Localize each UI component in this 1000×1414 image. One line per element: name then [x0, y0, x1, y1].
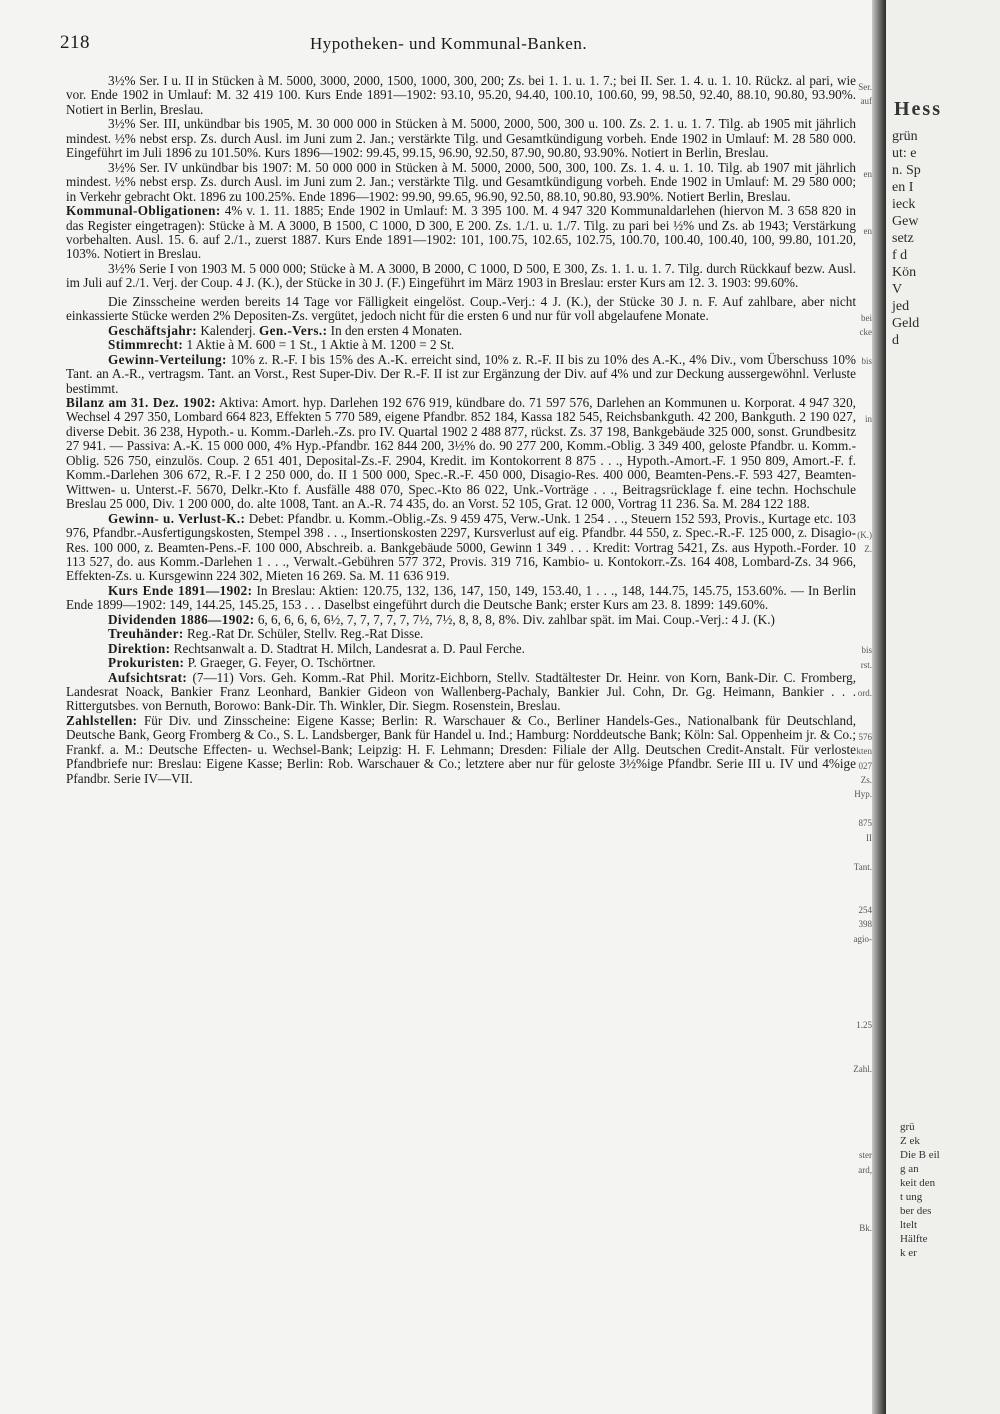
adjacent-page-line [892, 434, 1000, 451]
adjacent-page-lower-lines [900, 1120, 1000, 1260]
margin-fragment [836, 1177, 872, 1191]
margin-fragment: 027 [858, 760, 872, 771]
margin-fragment: Zs. [860, 775, 872, 785]
paragraph-text: 3½% Ser. I u. II in Stücken à M. 5000, 3000, 2000, 1500, 1000, 300, 200; Zs. bei 1. 1. u. 1. 7.; bei II. Ser. 1. 4. u. 1. 10. Rückz. al pari, wie vor. Ende 1902 in Umlauf: M. 32 419 100. Kurs Ende 1891—1902: 93.10, 95.20, 94.40, 100.10, 100.60, 99, 98.50, 92.40, 88.10, 90.80, 93.90%. Notiert in Berlin, Breslau. [66, 73, 856, 117]
paragraph-text: P. Graeger, G. Feyer, O. Tschörtner. [184, 655, 376, 671]
paragraph [66, 671, 856, 714]
paragraph [66, 262, 856, 291]
margin-fragment: Z. [864, 544, 872, 554]
margin-fragment [836, 470, 872, 484]
margin-fragment [836, 441, 872, 455]
margin-fragment [836, 369, 872, 383]
paragraph-text: Debet: Pfandbr. u. Komm.-Oblig.-Zs. 9 459 475, Verw.-Unk. 1 254 . . ., Steuern 152 593, Provis., Kurtage etc. 103 976, Pfandbr.-Ausfertigungskosten, Stempel 398 . . ., Insertionskosten 2297, Kursverlust auf eig. Pfandbr. 44 550, z. Spec.-R.-F. 125 000, z. Disagio-Res. 100 000, z. Beamten-Pens.-F. 100 000, Abschreib. a. Bankgebäude 5000, Gewinn 1 349 . . . Kredit: Vortrag 5421, Zs. aus Hypoth.-Forder. 10 113 527, do. aus Komm.-Darlehen 1 . . ., Verwalt.-Gebühren 577 372, Provis. 319 716, Kambio- u. Kontokorr.-Zs. 164 408, Lombard-Zs. 34 966, Effekten-Zs. u. Kursgewinn 224 302, Mieten 16 269. Sa. M. 11 636 919. [66, 510, 856, 584]
document-body [66, 74, 856, 786]
adjacent-page-line: ut: e [892, 146, 917, 161]
margin-fragment [836, 455, 872, 469]
margin-fragment [836, 398, 872, 412]
margin-fragment [836, 138, 872, 152]
paragraph [66, 613, 856, 627]
margin-fragment [836, 340, 872, 354]
section-keyword: Gewinn-Verteilung: [108, 351, 227, 367]
margin-fragment [836, 109, 872, 123]
paragraph [66, 512, 856, 584]
adjacent-page-line: t ung [900, 1191, 923, 1203]
margin-fragment: ord. [857, 688, 872, 699]
adjacent-page-line: V [892, 282, 903, 297]
adjacent-page-line: keit den [900, 1177, 936, 1189]
margin-fragment: cke [859, 327, 872, 338]
margin-fragment [836, 614, 872, 628]
paragraph [66, 117, 856, 160]
margin-fragment: Ser. [858, 82, 872, 92]
margin-fragment [836, 1120, 872, 1134]
paragraph-text: In den ersten 4 Monaten. [327, 322, 463, 338]
margin-fragment: 254 [858, 904, 872, 915]
paragraph-text: In Breslau: Aktien: 120.75, 132, 136, 147, 150, 149, 153.40, 1 . . ., 148, 144.75, 145.75, 153.60%. — In Berlin Ende 1899—1902: 149, 144.25, 145.25, 153 . . . Daselbst eingeführt durch die Deutsche Bank; erster Kurs am 23. 8. 1899: 149.60%. [66, 582, 856, 613]
margin-fragment: Bk. [859, 1222, 872, 1233]
paragraph [66, 324, 856, 338]
adjacent-page-line: en I [892, 180, 914, 195]
adjacent-page-heading: Hess [894, 98, 942, 120]
adjacent-page-line: grün [892, 129, 918, 144]
section-keyword: Direktion: [108, 640, 171, 656]
paragraph-text: Für Div. und Zinsscheine: Eigene Kasse; Berlin: R. Warschauer & Co., Berliner Handels-Ges., Nationalbank für Deutschland, Deutsche Bank, Georg Fromberg & Co., S. L. Landsberger, Bank für Handel u. Ind.; Hamburg: Norddeutsche Bank; Köln: Sal. Oppenheim jr. & Co.; Frankf. a. M.: Deutsche Effecten- u. Wechsel-Bank; Leipzig: H. F. Lehmann; Dresden: Filiale der Allg. Deutschen Credit-Anstalt. Für verloste Pfandbriefe nur: Breslau: Eigene Kasse; Berlin: Rob. Warschauer & Co.; letztere aber nur für geloste 3½%ige Pfandbr. Serie III u. IV und 4%ige Pfandbr. Serie IV—VII. [66, 712, 856, 786]
adjacent-page-line: Geld [892, 316, 920, 331]
margin-fragment [836, 600, 872, 614]
paragraph-text: Die Zinsscheine werden bereits 14 Tage vor Fälligkeit eingelöst. Coup.-Verj.: 4 J. (K.), der Stücke 30 J. n. F. Auf zahlbare, aber nicht einkassierte Stücke werden 2% Depositen-Zs. vergütet, jedoch nicht für die ersten 6 und nur für voll abgelaufene Monate. [66, 293, 856, 324]
section-keyword: Geschäftsjahr: [108, 322, 198, 338]
paragraph [66, 714, 856, 786]
margin-fragment: 398 [858, 919, 872, 930]
margin-fragment [836, 1134, 872, 1148]
paragraph-text: (7—11) Vors. Geh. Komm.-Rat Phil. Moritz-Eichborn, Stellv. Stadtältester Dr. Heinr. von Korn, Bank-Dir. C. Fromberg, Landesrat Noack, Bankier Franz Leonhard, Bankier Gideon von Wallenberg-Pachaly, Bankier Jul. Cohn, Dr. Gg. Heimann, Bankier . . . Rittergutsbes. von Bernuth, Borowo: Bank-Dir. Th. Winkler, Dir. Siegm. Rosenstein, Breslau. [66, 669, 856, 714]
margin-fragment [836, 1091, 872, 1105]
adjacent-page-line: n. Sp [892, 163, 921, 178]
margin-fragment [836, 1206, 872, 1220]
margin-fragment [836, 990, 872, 1004]
margin-fragment [836, 701, 872, 715]
section-keyword: Kurs Ende 1891—1902: [108, 582, 253, 598]
adjacent-page-line: Hälfte [900, 1233, 928, 1245]
margin-fragment [836, 961, 872, 975]
paragraph-text: 10% z. R.-F. I bis 15% des A.-K. erreicht sind, 10% z. R.-F. II bis zu 10% des A.-K., 4% Div., vom Überschuss 10% Tant. an A.-R., vertragsm. Tant. an Vorst., Rest Super-Div. Der R.-F. II ist zur Ergänzung der Div. auf 4% und zur Deckung aussergewöhnl. Verluste bestimmt. [66, 351, 856, 396]
margin-fragment: agio- [853, 933, 872, 944]
paragraph-text: Rechtsanwalt a. D. Stadtrat H. Milch, Landesrat a. D. Paul Ferche. [170, 640, 525, 656]
adjacent-page-line [892, 366, 1000, 383]
section-keyword: Gewinn- u. Verlust-K.: [108, 510, 246, 526]
margin-fragment: ster [859, 1150, 872, 1161]
paragraph-text: Aktiva: Amort. hyp. Darlehen 192 676 919, kündbare do. 71 597 576, Darlehen an Kommunen u. Korporat. 4 947 320, Wechsel 4 297 350, Lombard 664 823, Effekten 5 770 589, eigene Pfandbr. 852 184, Kassa 182 545, Reichsbankguth. 42 200, Bankguth. 2 190 027, diverse Debit. 36 238, Hypoth.- u. Komm.-Darleh.-Zs. pro IV. Quartal 1902 2 488 877, rückst. Zs. 37 198, Bankgebäude 325 000, sonst. Grundbesitz 27 941. — Passiva: A.-K. 15 000 000, 4% Hyp.-Pfandbr. 162 844 200, 3½% do. 90 277 200, Komm.-Oblig. 3 349 400, geloste Pfandbr. u. Komm.-Oblig. 526 750, einzulös. Coup. 2 651 401, Deposital-Zs.-F. 2904, Kredit. im Kontokorrent 8 875 . . ., Hypoth.-Amort.-F. 1 950 809, Amort.-F. f. Komm.-Darlehen 306 672, R.-F. I 2 250 000, do. II 1 500 000, Spec.-R.-F. 450 000, Disagio-Res. 400 000, Beamten-Pens.-F. 593 427, Beamten-Wittwen- u. Unterst.-F. 5670, Delkr.-Kto f. Ausfälle 488 070, Spec.-Kto 86 022, Unk.-Vorträge . . ., Beitragsrücklage f. eine techn. Hochschule Breslau 25 000, Div. 1 200 000, do. alte 1008, Tant. an A.-R. 74 435, do. an Vorst. 52 105, Grat. 12 000, Vortrag 11 236. Sa. M. 284 122 188. [66, 394, 856, 512]
margin-fragment [836, 1076, 872, 1090]
page-number: 218 [60, 32, 90, 53]
margin-fragment [836, 629, 872, 643]
adjacent-page-line [892, 417, 1000, 434]
margin-fragment: 875 [858, 818, 872, 829]
margin-fragment [836, 556, 872, 570]
margin-fragment [836, 1004, 872, 1018]
margin-fragment: 576 [858, 731, 872, 742]
adjacent-page-line: jed [892, 299, 910, 314]
margin-fragment [836, 282, 872, 296]
adjacent-page-line: k er [900, 1247, 917, 1259]
paragraph-text: 4% v. 1. 11. 1885; Ende 1902 in Umlauf: M. 3 395 100. M. 4 947 320 Kommunaldarlehen (hiervon M. 3 658 820 in das Register eingetragen): Stücke à M. A 3000, B 1500, C 1000, D 300, E 200. Zs. 1./1. u. 1./7. Tilg. zu pari bei ½% und Zs. ab 1943; Verstärkung vorbehalten. Ausl. 15. 6. auf 2./1., zuerst 1887. Kurs Ende 1891—1902: 101, 100.75, 102.65, 102.75, 100.70, 100.40, 100.40, 100, 99.80, 101.20, 103%. Notiert in Breslau. [66, 203, 856, 262]
margin-fragment [836, 484, 872, 498]
section-keyword: Stimmrecht: [108, 337, 184, 353]
adjacent-page-line: f d [892, 248, 908, 263]
margin-fragment [836, 715, 872, 729]
section-keyword: Treuhänder: [108, 626, 184, 642]
margin-fragment [836, 196, 872, 210]
margin-fragment: (K.) [857, 529, 872, 540]
section-keyword: Dividenden 1886—1902: [108, 611, 255, 627]
section-keyword: Zahlstellen: [66, 712, 138, 728]
margin-fragment: in [864, 414, 872, 425]
adjacent-page-line: ber des [900, 1205, 932, 1217]
adjacent-page [886, 0, 1000, 1414]
margin-fragment [836, 181, 872, 195]
margin-fragment: Tant. [853, 861, 872, 872]
adjacent-page-line: d [892, 333, 899, 348]
margin-fragment [836, 268, 872, 282]
section-keyword: Gen.-Vers.: [259, 322, 328, 338]
paragraph [66, 338, 856, 352]
right-margin-fragments [836, 80, 872, 1235]
paragraph-text: 3½% Ser. IV unkündbar bis 1907: M. 50 000 000 in Stücken à M. 5000, 2000, 500, 300, 100. Zs. 1. 4. u. 1. 10. Tilg. ab 1907 mit jährlich mindest. ½% nebst ersp. Zs. durch Ausl. im Juni zum 2. Jan.; verstärkte Tilg. und Gesamtkündigung vorbeh. Ende 1902 in Umlauf: M. 29 580 000; in Verkehr gebracht Okt. 1896 zu 100.25%. Ende 1896—1902: 99.90, 99.65, 96.90, 92.50, 88.10, 90.80, 93.90%. Notiert Berlin, Breslau. [66, 159, 856, 204]
book-gutter [872, 0, 886, 1414]
margin-fragment [836, 845, 872, 859]
section-keyword: Prokuristen: [108, 655, 185, 671]
paragraph-text: Reg.-Rat Dr. Schüler, Stellv. Reg.-Rat Disse. [183, 626, 424, 642]
adjacent-page-line: ieck [892, 197, 916, 212]
margin-fragment [836, 585, 872, 599]
margin-fragment [836, 253, 872, 267]
margin-fragment [836, 123, 872, 137]
margin-fragment: Hyp. [854, 789, 872, 800]
running-title: Hypotheken- und Kommunal-Banken. [310, 34, 588, 53]
adjacent-page-line [892, 468, 1000, 485]
margin-fragment [836, 874, 872, 888]
margin-fragment [836, 239, 872, 253]
paragraph-text: Kalenderj. [197, 322, 259, 338]
adjacent-page-line [892, 400, 1000, 417]
margin-fragment [836, 513, 872, 527]
adjacent-page-lines [892, 128, 1000, 485]
paragraph-text: 6, 6, 6, 6, 6, 6½, 7, 7, 7, 7, 7, 7½, 7½, 8, 8, 8, 8%. Div. zahlbar spät. im Mai. Coup.-Verj.: 4 J. (K.) [254, 611, 775, 627]
adjacent-page-line: setz [892, 231, 914, 246]
margin-fragment [836, 975, 872, 989]
margin-fragment: en [863, 226, 872, 237]
adjacent-page-line: grü [900, 1121, 915, 1133]
margin-fragment [836, 946, 872, 960]
adjacent-page-line: Gew [892, 214, 919, 229]
paragraph [66, 584, 856, 613]
margin-fragment: auf [860, 96, 872, 107]
adjacent-page-line [892, 451, 1000, 468]
margin-fragment [836, 802, 872, 816]
margin-fragment: bis [861, 645, 872, 656]
paragraph [66, 656, 856, 670]
margin-fragment [836, 1047, 872, 1061]
paragraph [66, 353, 856, 396]
paragraph-text: 1 Aktie à M. 600 = 1 St., 1 Aktie à M. 1200 = 2 St. [183, 337, 455, 353]
margin-fragment [836, 383, 872, 397]
margin-fragment: 1.25 [856, 1020, 872, 1031]
adjacent-page-line: Die B eil [900, 1149, 940, 1161]
adjacent-page-line [892, 383, 1000, 400]
paragraph [66, 204, 856, 262]
paragraph [66, 74, 856, 117]
margin-fragment: en [863, 168, 872, 179]
margin-fragment [836, 210, 872, 224]
margin-fragment [836, 427, 872, 441]
margin-fragment: rst. [860, 659, 872, 670]
margin-fragment [836, 499, 872, 513]
margin-fragment: ard, [858, 1164, 872, 1175]
paragraph [66, 295, 856, 324]
paragraph [66, 396, 856, 512]
adjacent-page-line [892, 349, 1000, 366]
margin-fragment [836, 571, 872, 585]
margin-fragment: II [866, 832, 872, 843]
margin-fragment: bei [861, 313, 872, 323]
adjacent-page-line: Kön [892, 265, 917, 280]
section-keyword: Kommunal-Obligationen: [66, 203, 221, 219]
margin-fragment: kten [856, 746, 872, 757]
adjacent-page-line: ltelt [900, 1219, 918, 1231]
margin-fragment [836, 1192, 872, 1206]
paragraph [66, 627, 856, 641]
margin-fragment [836, 1105, 872, 1119]
paragraph [66, 161, 856, 204]
margin-fragment [836, 152, 872, 166]
margin-fragment: bis [861, 356, 872, 367]
adjacent-page-line: Z ek [900, 1135, 920, 1147]
paragraph-text: 3½% Serie I von 1903 M. 5 000 000; Stücke à M. A 3000, B 2000, C 1000, D 500, E 300, Zs. 1. 1. u. 1. 7. Tilg. durch Rückkauf bezw. Ausl. im Juli auf 2./1. Verj. der Coup. 4 J. (K.), der Stücke in 30 J. (F.) Eingeführt im März 1903 in Breslau: erster Kurs am 12. 3. 1903: 99.60%. [66, 260, 856, 291]
margin-fragment [836, 672, 872, 686]
margin-fragment [836, 1033, 872, 1047]
paragraph-text: 3½% Ser. III, unkündbar bis 1905, M. 30 000 000 in Stücken à M. 5000, 2000, 500, 300 u. 100. Zs. 2. 1. u. 1. 7. Tilg. ab 1905 mit jährlich mindest. ½% nebst ersp. Zs. durch Ausl. im Juni zum 2. Jan.; verstärkte Tilg. und Gesamtkündigung vorbeh. Ende 1902 in Umlauf: M. 28 580 000. Eingeführt im Juli 1896 zu 101.50%. Kurs 1896—1902: 99.45, 99.15, 96.90, 92.50, 87.90, 90.80, 93.90%. Notiert in Berlin, Breslau. [66, 116, 856, 161]
margin-fragment [836, 889, 872, 903]
margin-fragment: Zahl. [853, 1063, 872, 1074]
adjacent-page-line: g an [900, 1163, 919, 1175]
section-keyword: Bilanz am 31. Dez. 1902: [66, 394, 216, 410]
page-header [60, 32, 860, 58]
section-keyword: Aufsichtsrat: [108, 669, 188, 685]
paragraph [66, 642, 856, 656]
margin-fragment [836, 297, 872, 311]
